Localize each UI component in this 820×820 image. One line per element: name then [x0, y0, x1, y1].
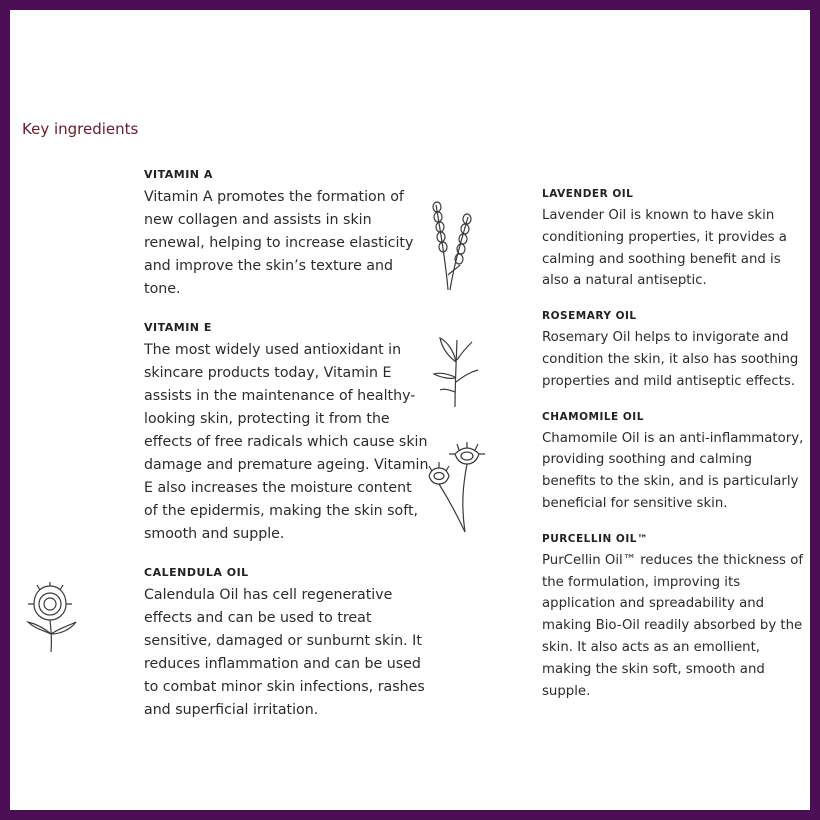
- chamomile-icon: [425, 440, 487, 535]
- ingredient-heading: VITAMIN E: [144, 321, 212, 334]
- ingredient-description: The most widely used antioxidant in skincare products today, Vitamin E assists in the maintenance of healthy-looking skin, protecting it from the effects of free radicals which cause skin damage and premature ageing. Vitamin E also increases the moisture content of the epidermis, making the skin soft, smooth and supple.: [144, 342, 429, 542]
- ingredient-lavender-oil: [542, 188, 808, 292]
- ingredient-heading: ROSEMARY OIL: [542, 310, 637, 323]
- ingredient-heading: LAVENDER OIL: [542, 188, 634, 200]
- ingredient-heading: CHAMOMILE OIL: [542, 410, 644, 423]
- ingredient-description: Calendula Oil has cell regenerative effects and can be used to treat sensitive, damaged or sunburnt skin. It reduces inflammation and can be used to combat minor skin infections, rashes and superficial irritation.: [144, 587, 425, 718]
- rosemary-icon: [430, 332, 480, 412]
- left-column: [144, 168, 429, 742]
- ingredient-vitamin-a: [144, 168, 429, 301]
- ingredient-rosemary-oil: [542, 310, 808, 392]
- ingredients-page: [10, 10, 810, 810]
- ingredient-description: Lavender Oil is known to have skin conditioning properties, it provides a calming and soothing benefit and is also a natural antiseptic.: [542, 208, 787, 289]
- ingredient-heading: CALENDULA OIL: [144, 566, 249, 579]
- page-title: Key ingredients: [22, 120, 139, 138]
- ingredient-heading: PURCELLIN OIL™: [542, 532, 648, 545]
- ingredient-description: Chamomile Oil is an anti-inflammatory, providing soothing and calming benefits to the skin, and is particularly beneficial for sensitive skin.: [542, 430, 804, 511]
- ingredient-description: Rosemary Oil helps to invigorate and condition the skin, it also has soothing properties and mild antiseptic effects.: [542, 330, 799, 389]
- ingredient-purcellin-oil: [542, 533, 808, 703]
- ingredient-description: PurCellin Oil™ reduces the thickness of the formulation, improving its application and spreadability and making Bio-Oil readily absorbed by the skin. It also acts as an emollient, making the skin soft, smooth and supple.: [542, 552, 804, 699]
- ingredient-vitamin-e: [144, 321, 429, 546]
- ingredient-chamomile-oil: [542, 411, 808, 515]
- calendula-icon: [22, 582, 80, 654]
- ingredient-calendula-oil: [144, 566, 429, 722]
- ingredient-description: Vitamin A promotes the formation of new collagen and assists in skin renewal, helping to increase elasticity and improve the skin’s texture and tone.: [144, 189, 414, 297]
- ingredient-heading: VITAMIN A: [144, 168, 213, 181]
- lavender-icon: [428, 195, 478, 295]
- right-column: [542, 188, 808, 720]
